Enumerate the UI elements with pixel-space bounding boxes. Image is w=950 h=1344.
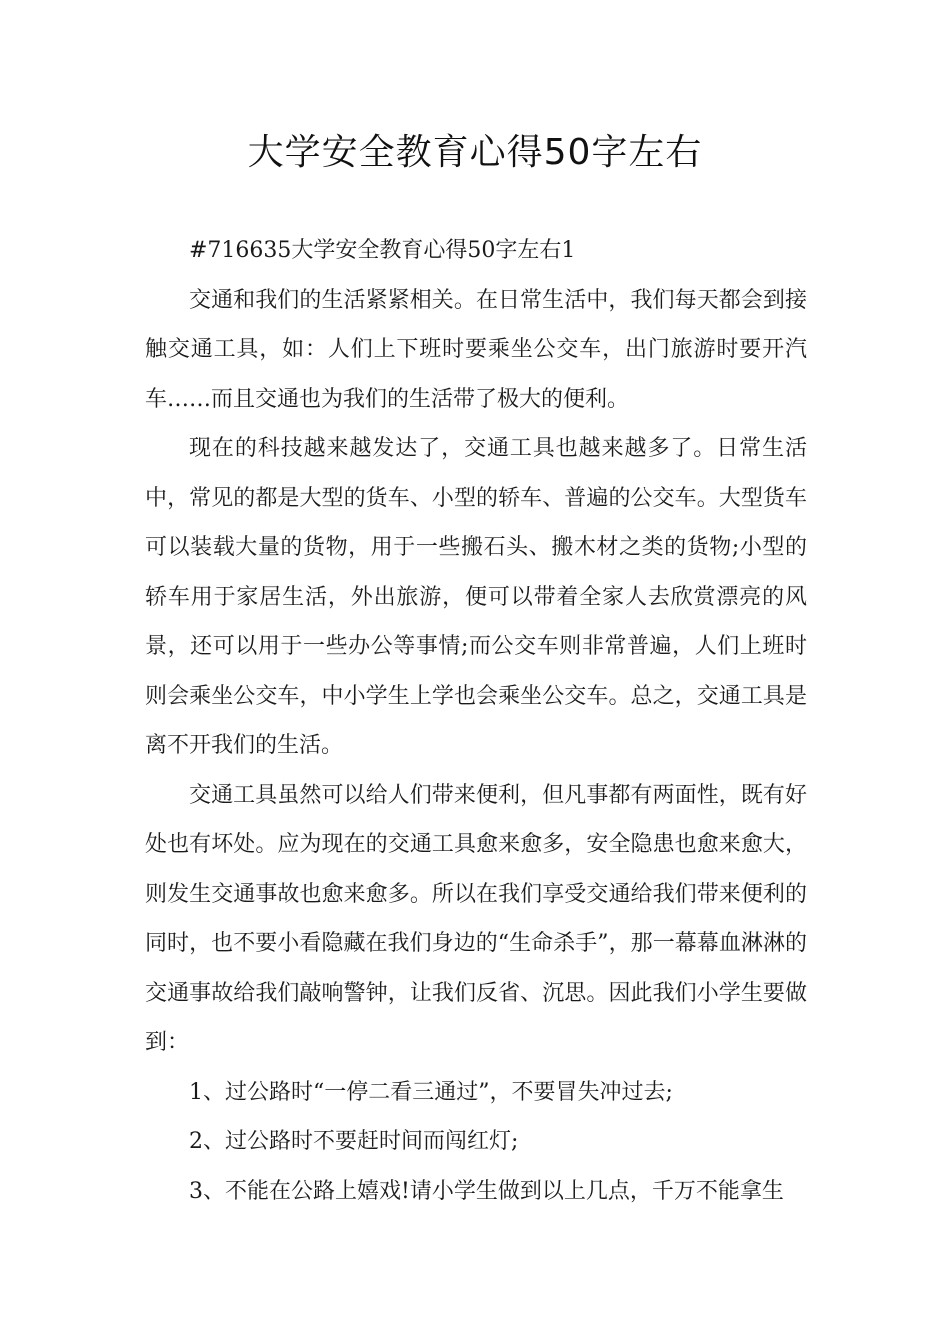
document-heading-line: #716635大学安全教育心得50字左右1 (189, 238, 576, 263)
paragraph-1: 交通和我们的生活紧紧相关。在日常生活中，我们每天都会到接触交通工具，如：人们上下班时要乘坐公交车，出门旅游时要开汽车……而且交通也为我们的生活带了极大的便利。 (145, 287, 807, 412)
list-item-1: 1、过公路时“一停二看三通过”，不要冒失冲过去; (189, 1079, 673, 1105)
paragraph-2: 现在的科技越来越发达了，交通工具也越来越多了。日常生活中，常见的都是大型的货车、小型的轿车、普遍的公交车。大型货车可以装载大量的货物，用于一些搬石头、搬木材之类的货物;小型的轿车用于家居生活，外出旅游，便可以带着全家人去欣赏漂亮的风景，还可以用于一些办公等事情;而公交车则非常普遍，人们上班时则会乘坐公交车，中小学生上学也会乘坐公交车。总之，交通工具是离不开我们的生活。 (145, 436, 807, 758)
document-title: 大学安全教育心得50字左右 (247, 132, 703, 173)
paragraph-3: 交通工具虽然可以给人们带来便利，但凡事都有两面性，既有好处也有坏处。应为现在的交通工具愈来愈多，安全隐患也愈来愈大，则发生交通事故也愈来愈多。所以在我们享受交通给我们带来便利的同时，也不要小看隐藏在我们身边的“生命杀手”，那一幕幕血淋淋的交通事故给我们敲响警钟，让我们反省、沉思。因此我们小学生要做到： (145, 782, 807, 1055)
document-body (145, 226, 807, 1216)
list-item-3: 3、不能在公路上嬉戏!请小学生做到以上几点，千万不能拿生 (189, 1178, 784, 1204)
list-item-2: 2、过公路时不要赶时间而闯红灯; (189, 1129, 519, 1154)
